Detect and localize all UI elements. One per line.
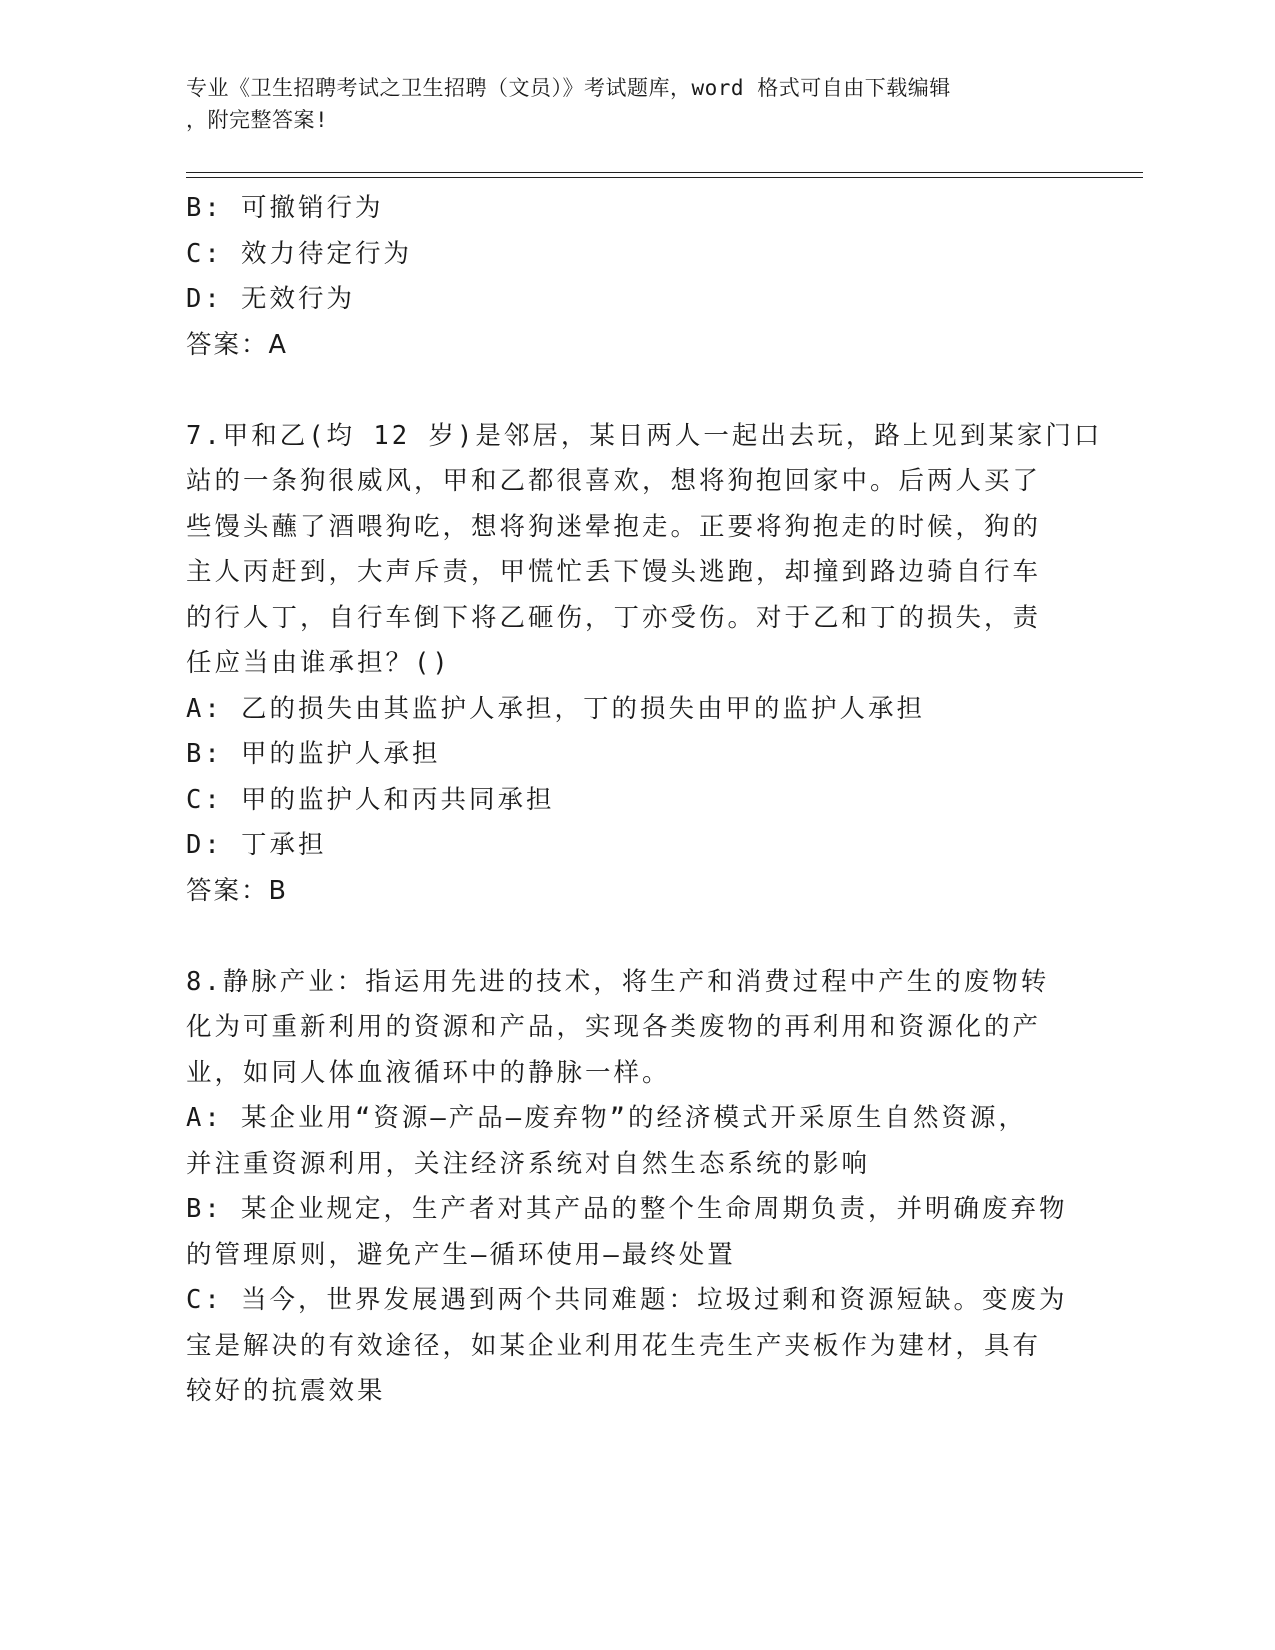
- spacer: [186, 914, 1066, 960]
- question-7: [186, 414, 1103, 915]
- q7-option-a: A: 乙的损失由其监护人承担，丁的损失由甲的监护人承担: [186, 693, 926, 724]
- header-line-1: 专业《卫生招聘考试之卫生招聘（文员）》考试题库，word 格式可自由下载编辑: [186, 76, 951, 100]
- q8-option-c-line: 宝是解决的有效途径，如某企业利用花生壳生产夹板作为建材，具有: [186, 1330, 1042, 1361]
- spacer: [186, 368, 1066, 414]
- q7-stem-line: 7.甲和乙(均 12 岁)是邻居，某日两人一起出去玩，路上见到某家门口: [186, 420, 1103, 451]
- q8-option-a-line: A: 某企业用“资源—产品—废弃物”的经济模式开采原生自然资源，: [186, 1103, 1027, 1133]
- q7-stem-line: 些馒头蘸了酒喂狗吃，想将狗迷晕抱走。正要将狗抱走的时候，狗的: [186, 511, 1042, 542]
- question-8: [186, 960, 1066, 1415]
- q8-stem-line: 业，如同人体血液循环中的静脉一样。: [186, 1057, 671, 1088]
- prev-answer: 答案：A: [186, 329, 288, 360]
- q7-option-d: D: 丁承担: [186, 830, 327, 860]
- q7-stem-line: 任应当由谁承担？(): [186, 648, 451, 678]
- document-header: [186, 72, 1066, 136]
- prev-option-c: C: 效力待定行为: [186, 238, 413, 269]
- q8-stem-line: 8.静脉产业：指运用先进的技术，将生产和消费过程中产生的废物转: [186, 966, 1050, 997]
- q8-option-b-line: B: 某企业规定，生产者对其产品的整个生命周期负责，并明确废弃物: [186, 1194, 1068, 1224]
- header-line-2: ，附完整答案!: [186, 108, 329, 132]
- q7-option-c: C: 甲的监护人和丙共同承担: [186, 784, 555, 815]
- prev-option-d: D: 无效行为: [186, 284, 356, 314]
- prev-question: [186, 186, 1066, 368]
- q8-option-b-line: 的管理原则，避免产生—循环使用—最终处置: [186, 1239, 736, 1270]
- q7-stem-line: 的行人丁，自行车倒下将乙砸伤，丁亦受伤。对于乙和丁的损失，责: [186, 602, 1042, 633]
- prev-option-b: B: 可撤销行为: [186, 193, 384, 223]
- q7-stem-line: 主人丙赶到，大声斥责，甲慌忙丢下馒头逃跑，却撞到路边骑自行车: [186, 557, 1042, 587]
- document-body: [186, 186, 1103, 1415]
- q7-answer: 答案：B: [186, 875, 288, 906]
- q8-option-a-line: 并注重资源利用，关注经济系统对自然生态系统的影响: [186, 1148, 871, 1179]
- q7-stem-line: 站的一条狗很威风，甲和乙都很喜欢，想将狗抱回家中。后两人买了: [186, 466, 1042, 496]
- header-divider: [186, 172, 1143, 178]
- q8-option-c-line: 较好的抗震效果: [186, 1376, 386, 1406]
- q8-stem-line: 化为可重新利用的资源和产品，实现各类废物的再利用和资源化的产: [186, 1012, 1042, 1042]
- q7-option-b: B: 甲的监护人承担: [186, 739, 441, 769]
- q8-option-c-line: C: 当今，世界发展遇到两个共同难题：垃圾过剩和资源短缺。变废为: [186, 1285, 1068, 1315]
